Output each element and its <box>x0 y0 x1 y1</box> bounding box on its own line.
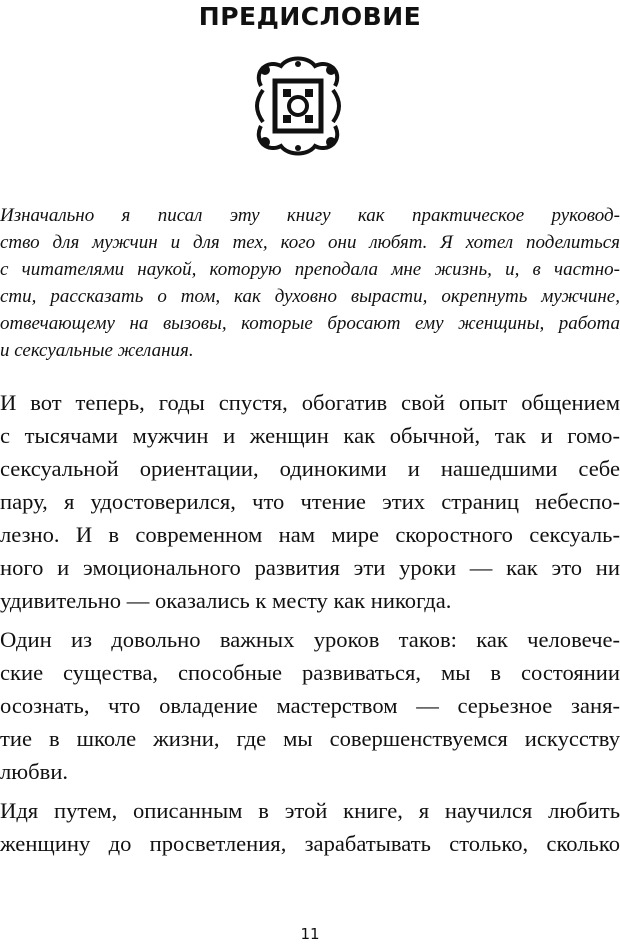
epigraph-line: отвечающему на вызовы, которые бросают ему женщины, работа <box>0 313 620 334</box>
paragraph-line: осознать, что овладение мастерством — серьезное заня- <box>0 693 620 718</box>
epigraph-line: Изначально я писал эту книгу как практическое руковод- <box>0 205 620 226</box>
chapter-heading: ПРЕДИСЛОВИЕ <box>198 2 422 31</box>
decorative-ornament-icon <box>253 56 343 156</box>
epigraph-line: с читателями наукой, которую преподала мне жизнь, и, в частно- <box>0 259 620 280</box>
epigraph-line: ство для мужчин и для тех, кого они любят. Я хотел поделиться <box>0 232 620 253</box>
paragraph-line: любви. <box>0 759 69 784</box>
page-number: 11 <box>300 925 320 943</box>
paragraph-line: Один из довольно важных уроков таков: как человече- <box>0 627 620 652</box>
paragraph-line: лезно. И в современном нам мире скоростного сексуаль- <box>0 522 620 547</box>
paragraph-line: ного и эмоционального развития эти уроки — как это ни <box>0 555 620 580</box>
paragraph-line: с тысячами мужчин и женщин как обычной, так и гомо- <box>0 423 620 448</box>
paragraph-line: женщину до просветления, зарабатывать столько, сколько <box>0 831 620 856</box>
epigraph-line: сти, рассказать о том, как духовно вырасти, окрепнуть мужчине, <box>0 286 620 307</box>
epigraph-line: и сексуальные желания. <box>0 340 194 361</box>
paragraph-line: пару, я удостоверился, что чтение этих страниц небеспо- <box>0 489 620 514</box>
paragraph-line: тие в школе жизни, где мы совершенствуемся искусству <box>0 726 620 751</box>
paragraph-line: удивительно — оказались к месту как никогда. <box>0 588 452 613</box>
paragraph-line: сексуальной ориентации, одинокими и нашедшими себе <box>0 456 620 481</box>
paragraph-line: Идя путем, описанным в этой книге, я научился любить <box>0 798 620 823</box>
paragraph-line: ские существа, способные развиваться, мы в состоянии <box>0 660 620 685</box>
paragraph-line: И вот теперь, годы спустя, обогатив свой опыт общением <box>0 390 620 415</box>
